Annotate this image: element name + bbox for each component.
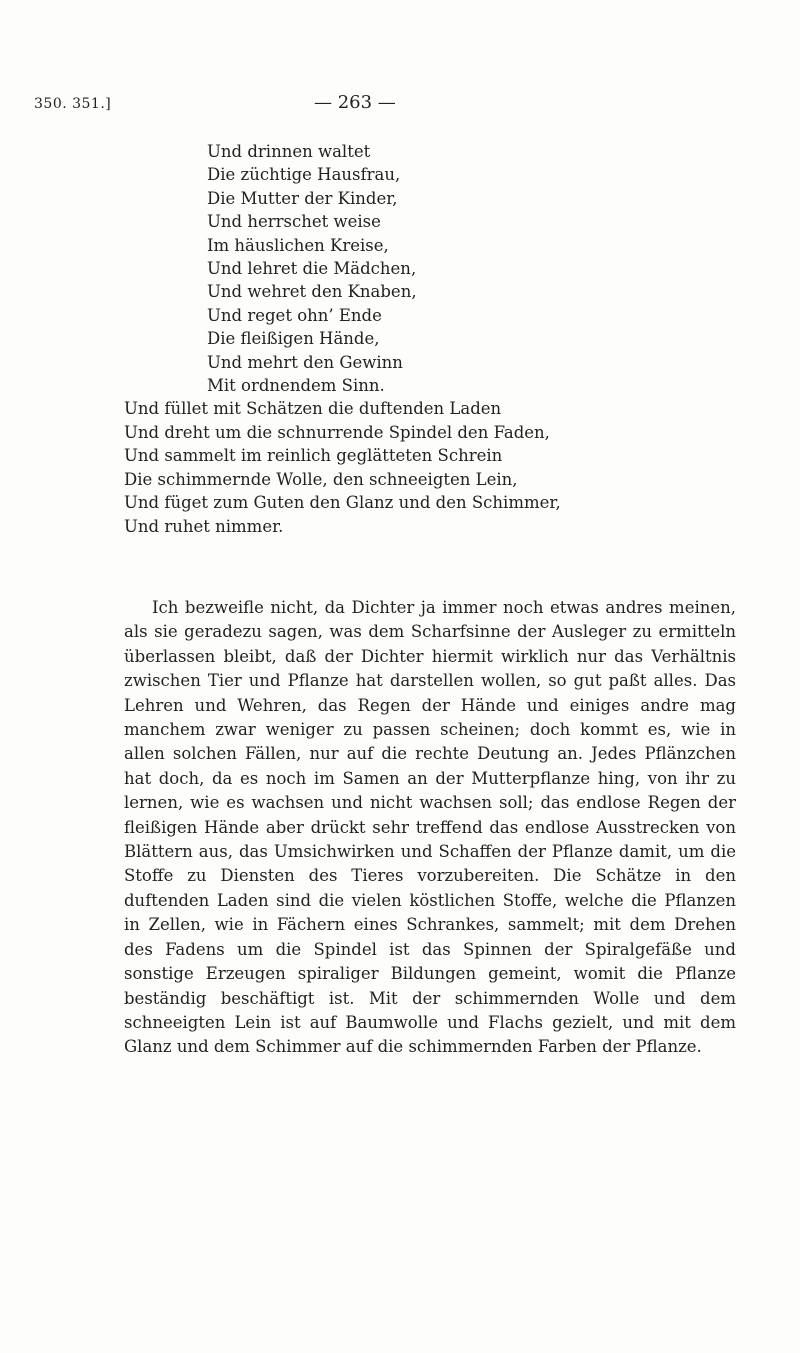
poem-quotation [124,140,561,538]
poem-line: Im häuslichen Kreise, [207,235,389,255]
poem-line: Und füget zum Guten den Glanz und den Schimmer, [124,493,561,513]
poem-line: Und drinnen waltet [207,142,371,161]
poem-line: Und lehret die Mädchen, [207,259,417,279]
page-header [34,92,734,122]
page-number: — 263 — [314,92,396,113]
poem-line: Die fleißigen Hände, [207,329,380,349]
poem-line: Und herrschet weise [207,212,381,232]
poem-line: Und dreht um die schnurrende Spindel den Faden, [124,422,550,442]
poem-line: Und füllet mit Schätzen die duftenden Laden [124,399,502,419]
poem-line: Und mehrt den Gewinn [207,352,403,372]
poem-line: Die züchtige Hausfrau, [207,165,401,185]
section-reference: 350. 351.] [34,96,112,112]
poem-line: Die Mutter der Kinder, [207,188,398,208]
body-paragraph: Ich bezweifle nicht, da Dichter ja immer noch etwas andres meinen, als sie geradezu sagen, was dem Scharfsinne der Ausleger zu ermitteln überlassen bleibt, daß der Dichter hiermit wirklich nur das Verhältnis zwischen Tier und Pflanze hat darstellen wollen, so gut paßt alles. Das Lehren und Wehren, das Regen der Hände und einiges andre mag manchem zwar weniger zu passen scheinen; doch kommt es, wie in allen solchen Fällen, nur auf die rechte Deutung an. Jedes Pflänzchen hat doch, da es noch im Samen an der Mutterpflanze hing, von ihr zu lernen, wie es wachsen und nicht wachsen soll; das endlose Regen der fleißigen Hände aber drückt sehr treffend das endlose Ausstrecken von Blättern aus, das Umsichwirken und Schaffen der Pflanze damit, um die Stoffe zu Diensten des Tieres vorzubereiten. Die Schätze in den duftenden Laden sind die vielen köstlichen Stoffe, welche die Pflanzen in Zellen, wie in Fächern eines Schrankes, sammelt; mit dem Drehen des Fadens um die Spindel ist das Spinnen der Spiralgefäße und sonstige Erzeugen spiraliger Bildungen gemeint, womit die Pflanze beständig beschäftigt ist. Mit der schimmernden Wolle und dem schneeigten Lein ist auf Baumwolle und Flachs gezielt, und mit dem Glanz und dem Schimmer auf die schimmernden Farben der Pflanze. [124,598,736,1057]
poem-line: Und ruhet nimmer. [124,516,284,536]
poem-line: Mit ordnendem Sinn. [207,376,385,396]
poem-line: Und reget ohn’ Ende [207,305,382,325]
poem-line: Und wehret den Knaben, [207,282,417,302]
poem-line: Die schimmernde Wolle, den schneeigten Lein, [124,469,518,489]
poem-line: Und sammelt im reinlich geglätteten Schrein [124,446,503,466]
